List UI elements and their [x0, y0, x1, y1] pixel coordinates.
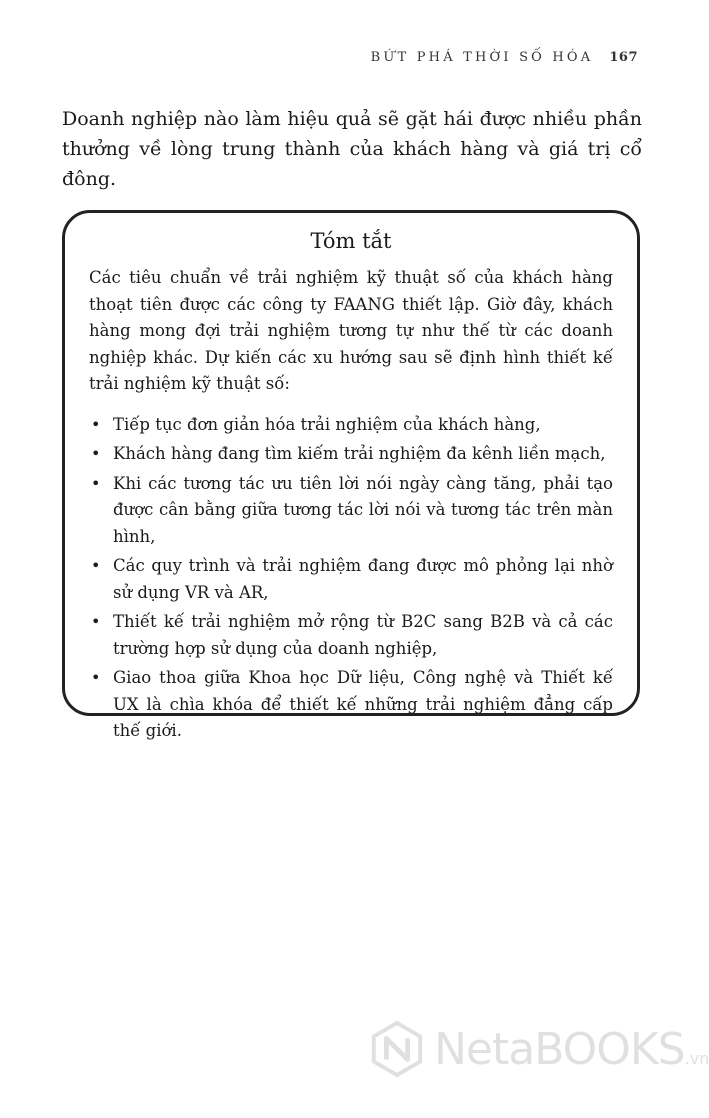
- running-head: [371, 50, 638, 65]
- list-item: [89, 441, 613, 468]
- list-item: [89, 665, 613, 745]
- watermark-brand: NetaBOOKS: [434, 1023, 685, 1075]
- summary-list: [89, 412, 613, 745]
- running-title: BỨT PHÁ THỜI SỐ HÓA: [370, 50, 594, 65]
- page-number: 167: [609, 50, 638, 65]
- list-item-text: Tiếp tục đơn giản hóa trải nghiệm của khách hàng,: [113, 414, 541, 434]
- bullet-icon: •: [91, 444, 101, 463]
- watermark-suffix: .vn: [684, 1048, 709, 1068]
- netabooks-logo-icon: [368, 1020, 426, 1078]
- bullet-icon: •: [91, 414, 101, 434]
- bullet-icon: •: [91, 473, 101, 493]
- summary-box: [62, 210, 640, 740]
- intro-paragraph: Doanh nghiệp nào làm hiệu quả sẽ gặt hái được nhiều phần thưởng về lòng trung thành của khách hàng và giá trị cổ đông.: [62, 108, 642, 190]
- bullet-icon: •: [91, 668, 101, 687]
- summary-lead: Các tiêu chuẩn về trải nghiệm kỹ thuật số của khách hàng thoạt tiên được các công ty FAANG thiết lập. Giờ đây, khách hàng mong đợi trải nghiệm tương tự như thế từ các doanh nghiệp khác. Dự kiến các xu hướng sau sẽ định hình thiết kế trải nghiệm kỹ thuật số:: [89, 268, 613, 393]
- watermark-text: [434, 1024, 709, 1075]
- list-item-text: Thiết kế trải nghiệm mở rộng từ B2C sang B2B và cả các trường hợp sử dụng của doanh nghiệp,: [113, 612, 613, 658]
- bullet-icon: •: [91, 556, 101, 575]
- list-item-text: Khách hàng đang tìm kiếm trải nghiệm đa kênh liền mạch,: [113, 444, 606, 463]
- watermark: [368, 1020, 709, 1078]
- list-item: [89, 553, 613, 606]
- list-item-text: Giao thoa giữa Khoa học Dữ liệu, Công nghệ và Thiết kế UX là chìa khóa để thiết kế những trải nghiệm đẳng cấp thế giới.: [113, 668, 613, 740]
- summary-title: Tóm tắt: [310, 229, 392, 253]
- bullet-icon: •: [91, 612, 101, 631]
- list-item-text: Khi các tương tác ưu tiên lời nói ngày càng tăng, phải tạo được cân bằng giữa tương tác lời nói và tương tác trên màn hình,: [113, 473, 613, 546]
- list-item: [89, 609, 613, 662]
- list-item-text: Các quy trình và trải nghiệm đang được mô phỏng lại nhờ sử dụng VR và AR,: [113, 556, 613, 602]
- list-item: [89, 412, 613, 439]
- list-item: [89, 471, 613, 551]
